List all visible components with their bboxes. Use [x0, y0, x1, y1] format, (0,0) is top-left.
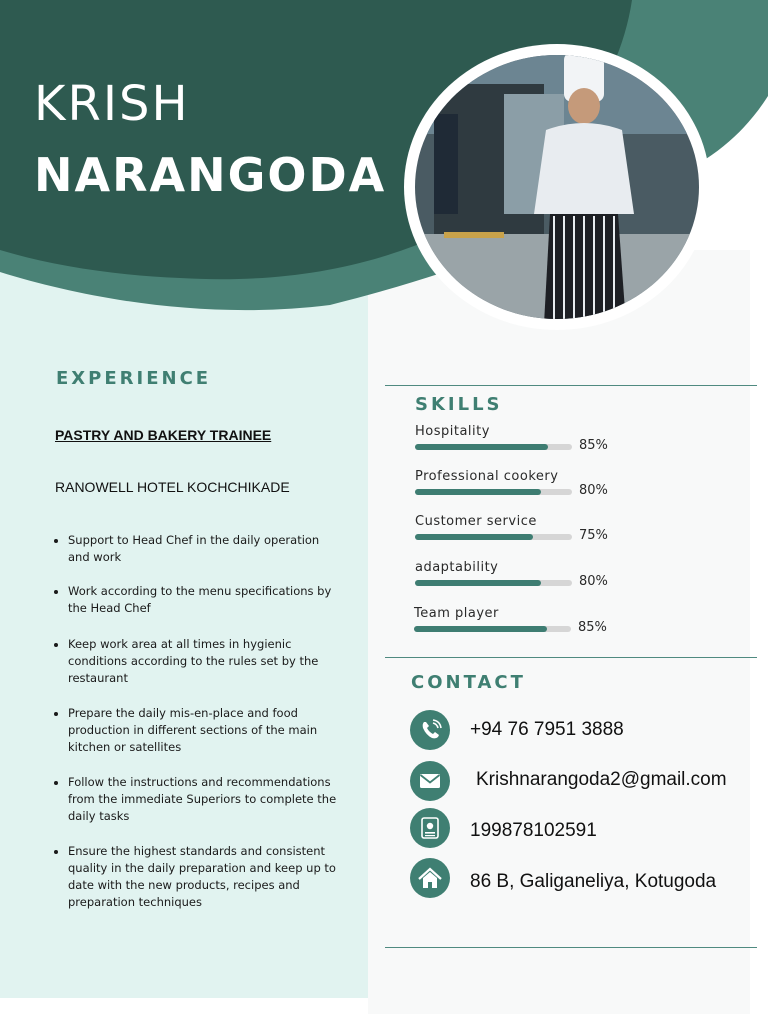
skill-percent: 80%	[579, 574, 608, 589]
id-number: 199878102591	[470, 820, 597, 841]
id-card-icon	[410, 808, 450, 848]
skill-bar-track	[415, 534, 572, 540]
skill-bar-track	[415, 580, 572, 586]
company-name: RANOWELL HOTEL KOCHCHIKADE	[55, 479, 290, 495]
skill-item	[415, 424, 615, 453]
email-address: Krishnarangoda2@gmail.com	[476, 769, 727, 790]
divider	[385, 947, 757, 948]
skill-percent: 85%	[578, 620, 607, 635]
job-title: PASTRY AND BAKERY TRAINEE	[55, 427, 272, 443]
address: 86 B, Galiganeliya, Kotugoda	[470, 871, 717, 892]
duty-item: • Ensure the highest standards and consistent quality in the daily preparation and keep up to date with the new products, recipes and preparation techniques	[68, 843, 338, 911]
skill-item	[414, 606, 614, 635]
skill-name: Hospitality	[415, 424, 490, 439]
skill-percent: 85%	[579, 438, 608, 453]
skill-bar-track	[415, 489, 572, 495]
duty-item: • Work according to the menu specifications by the Head Chef	[68, 583, 338, 617]
skill-percent: 80%	[579, 483, 608, 498]
skill-bar-track	[415, 444, 572, 450]
home-icon	[410, 858, 450, 898]
phone-icon	[410, 710, 450, 750]
profile-photo	[404, 44, 710, 330]
sidebar-panel-background	[368, 250, 750, 1014]
last-name: NARANGODA	[34, 148, 387, 202]
contact-heading: CONTACT	[411, 672, 526, 693]
phone-number: +94 76 7951 3888	[470, 719, 624, 740]
duty-item: • Prepare the daily mis-en-place and food production in different sections of the main kitchen or satellites	[68, 705, 338, 756]
skill-bar-fill	[415, 580, 541, 586]
experience-heading: EXPERIENCE	[56, 368, 212, 389]
first-name: KRISH	[34, 76, 190, 132]
duty-item: • Support to Head Chef in the daily operation and work	[68, 532, 338, 566]
duty-item: • Follow the instructions and recommendations from the immediate Superiors to complete the daily tasks	[68, 774, 338, 825]
skill-bar-fill	[415, 444, 548, 450]
skill-name: adaptability	[415, 560, 499, 575]
skill-item	[415, 560, 615, 589]
skill-item	[415, 469, 615, 498]
skill-name: Professional cookery	[415, 469, 559, 484]
skills-heading: SKILLS	[415, 394, 503, 415]
duty-item: • Keep work area at all times in hygienic conditions according to the rules set by the restaurant	[68, 636, 338, 687]
skill-item	[415, 514, 615, 543]
mail-icon	[410, 761, 450, 801]
skill-percent: 75%	[579, 528, 608, 543]
skill-name: Customer service	[415, 514, 537, 529]
skill-bar-fill	[414, 626, 547, 632]
skill-bar-fill	[415, 534, 533, 540]
skill-bar-fill	[415, 489, 541, 495]
skill-bar-track	[414, 626, 571, 632]
divider	[385, 657, 757, 658]
skill-name: Team player	[414, 606, 499, 621]
divider	[385, 385, 757, 386]
